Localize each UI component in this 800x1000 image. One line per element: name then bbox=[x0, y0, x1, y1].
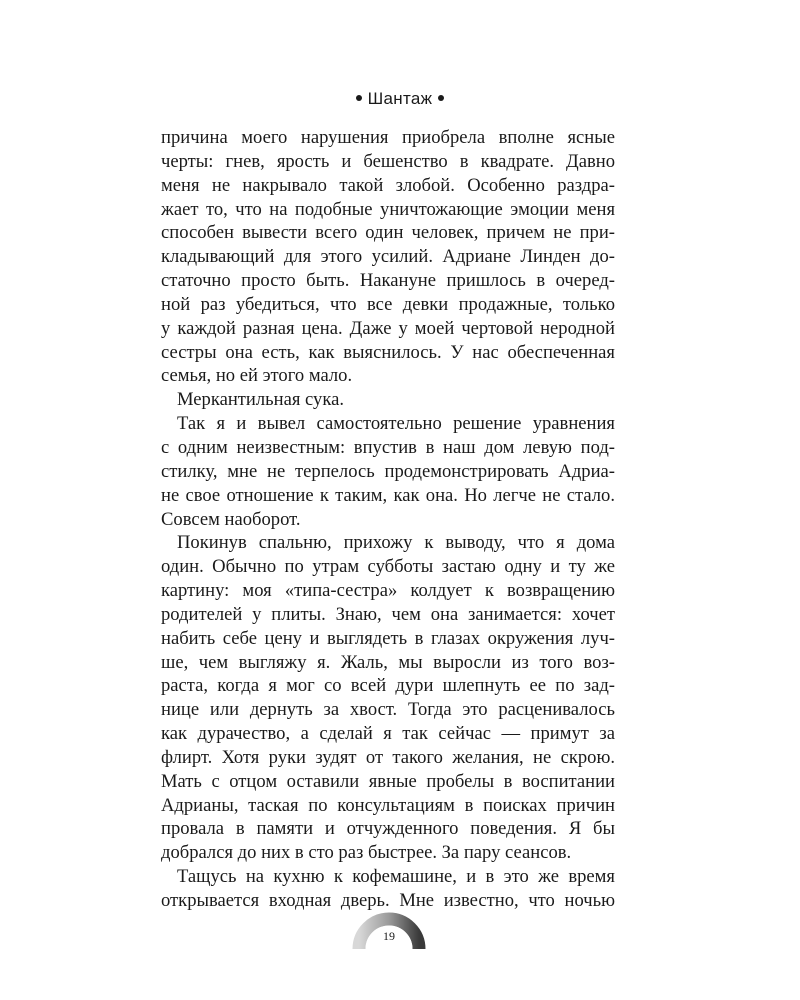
page-folio bbox=[352, 912, 426, 949]
text-line: меня не накрывало такой злобой. Особенно раздра- bbox=[161, 174, 615, 196]
text-line: не свое отношение к таким, как она. Но легче не стало. bbox=[161, 484, 615, 506]
text-line: кладывающий для этого усилий. Адриане Линден до- bbox=[161, 246, 615, 268]
page-number: 19 bbox=[383, 929, 395, 943]
text-line: сестры она есть, как выяснилось. У нас обеспеченная bbox=[161, 341, 615, 363]
text-line: открывается входная дверь. Мне известно, что ночью bbox=[161, 890, 615, 911]
text-line: один. Обычно по утрам субботы застаю одну и ту же bbox=[161, 556, 615, 578]
text-line: у каждой разная цена. Даже у моей чертовой неродной bbox=[161, 317, 615, 339]
text-line: набить себе цену и выглядеть в глазах окружения луч- bbox=[161, 627, 615, 649]
text-line: способен вывести всего один человек, причем не при- bbox=[161, 222, 615, 244]
text-line: причина моего нарушения приобрела вполне ясные bbox=[161, 127, 615, 148]
text-line: родителей у плиты. Знаю, чем она занимается: хочет bbox=[161, 603, 615, 625]
text-line: Так я и вывел самостоятельно решение уравнения bbox=[177, 413, 615, 435]
text-line: стилку, мне не терпелось продемонстрировать Адриа- bbox=[161, 460, 615, 482]
text-line: ной раз убедиться, что все девки продажные, только bbox=[161, 293, 615, 315]
text-line: Мать с отцом оставили явные пробелы в воспитании bbox=[161, 770, 615, 792]
text-line: Адрианы, таская по консультациям в поисках причин bbox=[161, 794, 615, 816]
text-line: с одним неизвестным: впустив в наш дом левую под- bbox=[161, 436, 615, 458]
text-line: раста, когда я мог со всей дури шлепнуть ее по зад- bbox=[161, 675, 615, 697]
text-line: Покинув спальню, прихожу к выводу, что я дома bbox=[177, 532, 615, 554]
text-line: нице или дернуть за хвост. Тогда это расценивалось bbox=[161, 699, 615, 721]
bullet-icon bbox=[356, 95, 362, 101]
text-line: Совсем наоборот. bbox=[161, 508, 301, 530]
text-line: провала в памяти и отчужденного поведения. Я бы bbox=[161, 818, 615, 840]
text-line: семья, но ей этого мало. bbox=[161, 365, 353, 387]
text-line: ше, чем выгляжу я. Жаль, мы выросли из того воз- bbox=[161, 651, 615, 673]
text-line: Тащусь на кухню к кофемашине, и в это же время bbox=[177, 866, 615, 888]
text-line: как дурачество, а сделай я так сейчас — примут за bbox=[161, 723, 615, 745]
text-line: статочно просто быть. Накануне пришлось в очеред- bbox=[161, 270, 615, 292]
text-line: жает то, что на подобные уничтожающие эмоции меня bbox=[161, 198, 615, 220]
text-line: картину: моя «типа-сестра» колдует к возвращению bbox=[161, 580, 615, 602]
text-line: флирт. Хотя руки зудят от такого желания, не скрою. bbox=[161, 746, 615, 768]
text-line: черты: гнев, ярость и бешенство в квадрате. Давно bbox=[161, 150, 615, 172]
body-text bbox=[161, 126, 615, 913]
text-line: Меркантильная сука. bbox=[177, 389, 344, 411]
bullet-icon bbox=[438, 95, 444, 101]
running-head bbox=[0, 89, 800, 109]
running-head-title: Шантаж bbox=[367, 89, 433, 108]
text-line: добрался до них в сто раз быстрее. За пару сеансов. bbox=[161, 842, 572, 864]
